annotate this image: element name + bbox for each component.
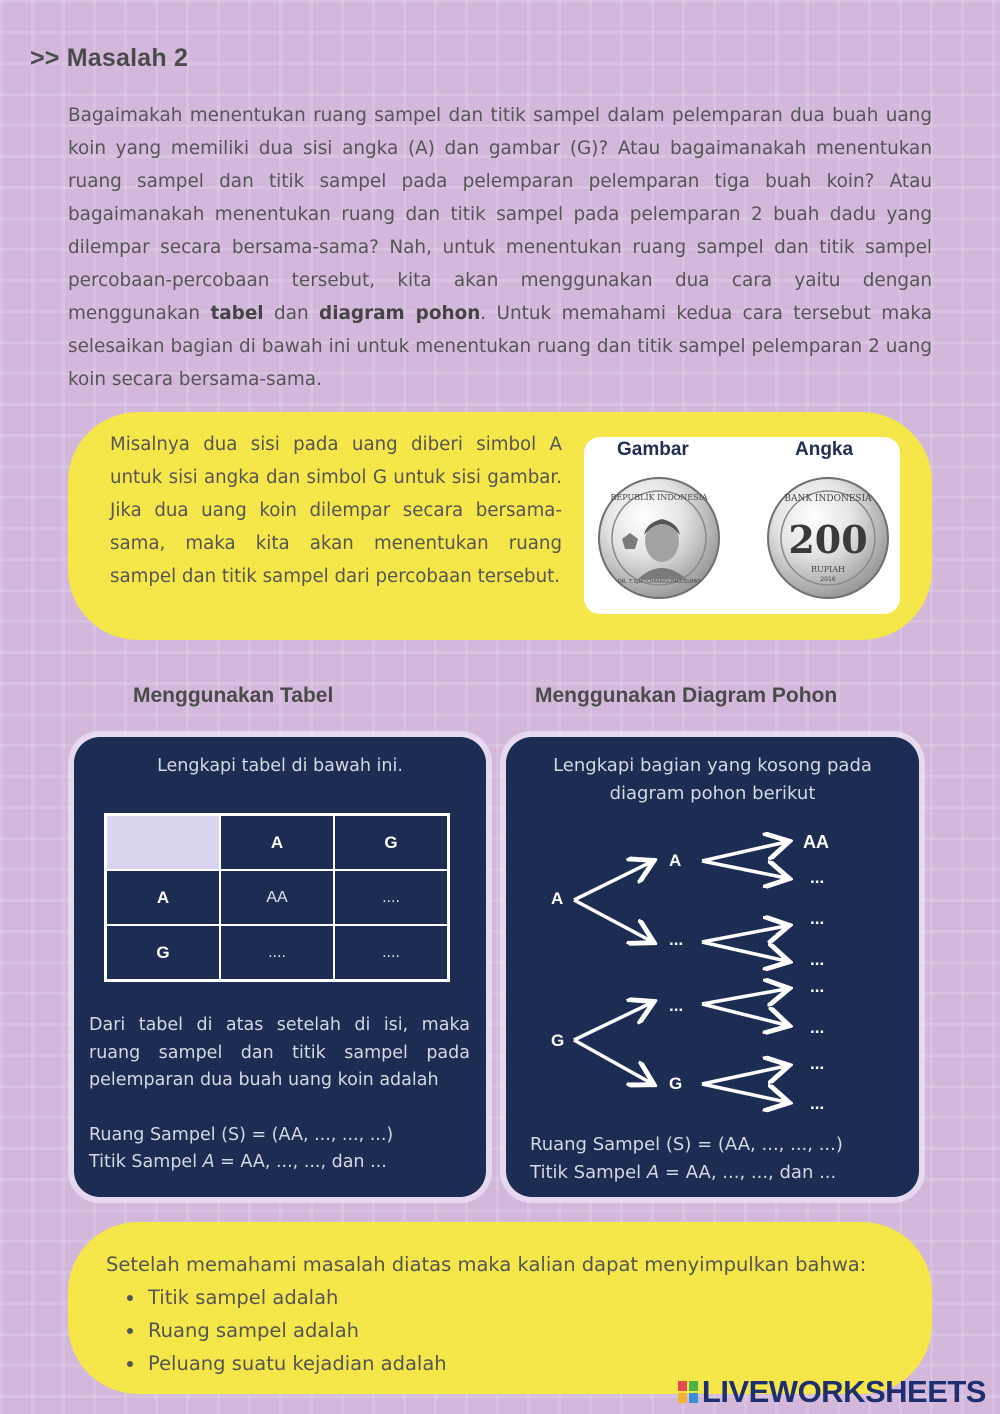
liveworksheets-logo[interactable]: [677, 1374, 986, 1410]
tree-level2-blank[interactable]: ...: [810, 1018, 825, 1037]
tree-arrow: [702, 1066, 786, 1084]
coin-angka-unit: RUPIAH: [810, 565, 846, 574]
coin-gambar-name: DR. T.SJIPTOMANGUNKUSUMO: [617, 579, 701, 585]
tree-arrow: [574, 862, 651, 900]
coin-gambar-image: [598, 477, 720, 599]
tree-sample-point-label: Titik Sampel: [530, 1162, 647, 1183]
table-header-row: [106, 815, 449, 871]
table-sample-point-var: A: [202, 1152, 215, 1172]
tree-level2-blank[interactable]: ...: [810, 868, 825, 887]
coin-angka-image: [767, 477, 889, 599]
table-sample-space: Ruang Sampel (S) = (AA, ..., ..., ...): [89, 1125, 394, 1145]
coin-label-gambar: Gambar: [617, 439, 689, 460]
summary-lead: Setelah memahami masalah diatas maka kalian dapat menyimpulkan bahwa:: [106, 1253, 867, 1276]
table-cell-blank[interactable]: ....: [334, 870, 449, 925]
coin-label-angka: Angka: [795, 439, 854, 460]
tree-level2-blank[interactable]: ...: [810, 1094, 825, 1113]
coin-gambar-rim-text: REPUBLIK INDONESIA: [610, 493, 708, 502]
table-sample-point: [89, 1149, 387, 1177]
table-instruction: Lengkapi tabel di bawah ini.: [157, 756, 403, 776]
example-text: Misalnya dua sisi pada uang diberi simbol A untuk sisi angka dan simbol G untuk sisi gambar. Jika dua uang koin dilempar secara bersama-sama, maka kita akan menentukan ruang sampel dan titik sampel dari percobaan tersebut.: [110, 434, 562, 587]
table-conclusion: Dari tabel di atas setelah di isi, maka ruang sampel dan titik sampel pada pelemparan dua buah uang koin adalah: [89, 1015, 470, 1090]
coin-angka-year: 2016: [820, 576, 836, 583]
sample-space-table: [104, 813, 450, 982]
tree-level2-node: AA: [803, 832, 829, 852]
liveworksheets-logo-icon: [677, 1380, 699, 1404]
table-cell-blank[interactable]: ....: [220, 925, 334, 981]
table-row-header: A: [106, 870, 221, 925]
tree-arrow: [702, 842, 786, 861]
intro-bold-diagram: diagram pohon: [319, 303, 481, 324]
tree-arrow: [702, 861, 786, 878]
tree-level2-blank[interactable]: ...: [810, 950, 825, 969]
tree-arrow: [702, 989, 786, 1004]
table-row: [106, 925, 449, 981]
table-cell-blank[interactable]: ....: [334, 925, 449, 981]
tree-level2-blank[interactable]: ...: [810, 977, 825, 996]
tree-arrow: [702, 1004, 786, 1025]
tree-section-heading: Menggunakan Diagram Pohon: [535, 684, 838, 707]
intro-bold-tabel: tabel: [210, 303, 264, 324]
table-corner-cell: [106, 815, 221, 871]
list-item: • Titik sampel adalah: [146, 1281, 447, 1314]
table-sample-point-label: Titik Sampel: [89, 1152, 203, 1172]
tree-arrow: [702, 942, 786, 961]
tree-sample-space: Ruang Sampel (S) = (AA, ..., ..., ...): [530, 1134, 843, 1155]
table-header-cell: G: [334, 815, 449, 871]
table-header-cell: A: [220, 815, 334, 871]
table-sample-point-value: = AA, ..., ..., dan ...: [214, 1152, 387, 1172]
tree-level1-node: A: [669, 851, 682, 870]
table-row: [106, 870, 449, 925]
tree-arrow: [702, 926, 786, 942]
tree-level1-blank[interactable]: ...: [669, 930, 684, 949]
intro-text-1: Bagaimakah menentukan ruang sampel dan titik sampel dalam pelemparan dua buah uang koin yang memiliki dua sisi angka (A) dan gambar (G)? Atau bagaimanakah menentukan ruang sampel dan titik sampel pada pelemparan pelemparan tiga buah koin? Atau bagaimanakah menentukan ruang dan titik sampel pada pelemparan 2 buah dadu yang dilempar secara bersama-sama? Nah, untuk menentukan ruang sampel dan titik sampel percobaan-percobaan tersebut, kita akan menggunakan dua cara yaitu dengan menggunakan: [68, 105, 932, 324]
tree-level1-node: G: [669, 1074, 683, 1093]
table-row-header: G: [106, 925, 221, 981]
intro-text-2: dan: [263, 303, 320, 324]
list-item: • Ruang sampel adalah: [146, 1314, 447, 1347]
tree-diagram-arrows: [506, 830, 919, 1120]
coin-angka-rim-text: BANK INDONESIA: [784, 494, 872, 504]
tree-root-g: G: [551, 1031, 565, 1050]
summary-list: [120, 1281, 447, 1380]
liveworksheets-logo-text: LIVEWORKSHEETS: [701, 1374, 986, 1409]
tree-root-a: A: [551, 889, 564, 908]
tree-level2-blank[interactable]: ...: [810, 909, 825, 928]
intro-paragraph: [68, 99, 932, 396]
table-cell-aa: AA: [220, 870, 334, 925]
page-title: >> Masalah 2: [30, 44, 189, 72]
tree-sample-point-var: A: [646, 1162, 660, 1183]
tree-arrow: [574, 1003, 651, 1040]
tree-arrow: [574, 900, 651, 941]
tree-instruction: Lengkapi bagian yang kosong pada diagram pohon berikut: [553, 755, 872, 804]
tree-arrow: [702, 1084, 786, 1102]
tree-level1-blank[interactable]: ...: [669, 996, 684, 1015]
intro-text-3: . Untuk memahami kedua cara tersebut maka selesaikan bagian di bawah ini untuk menentukan ruang dan titik sampel pelemparan 2 uang koin secara bersama-sama.: [68, 303, 932, 390]
tree-sample-point-value: = AA, ..., ..., dan ...: [659, 1162, 837, 1183]
tree-arrow: [574, 1040, 651, 1083]
coin-angka-value: 200: [788, 517, 868, 562]
tree-level2-blank[interactable]: ...: [810, 1054, 825, 1073]
list-item: • Peluang suatu kejadian adalah: [146, 1347, 447, 1380]
table-section-heading: Menggunakan Tabel: [133, 684, 334, 707]
tree-sample-point: [530, 1159, 836, 1187]
